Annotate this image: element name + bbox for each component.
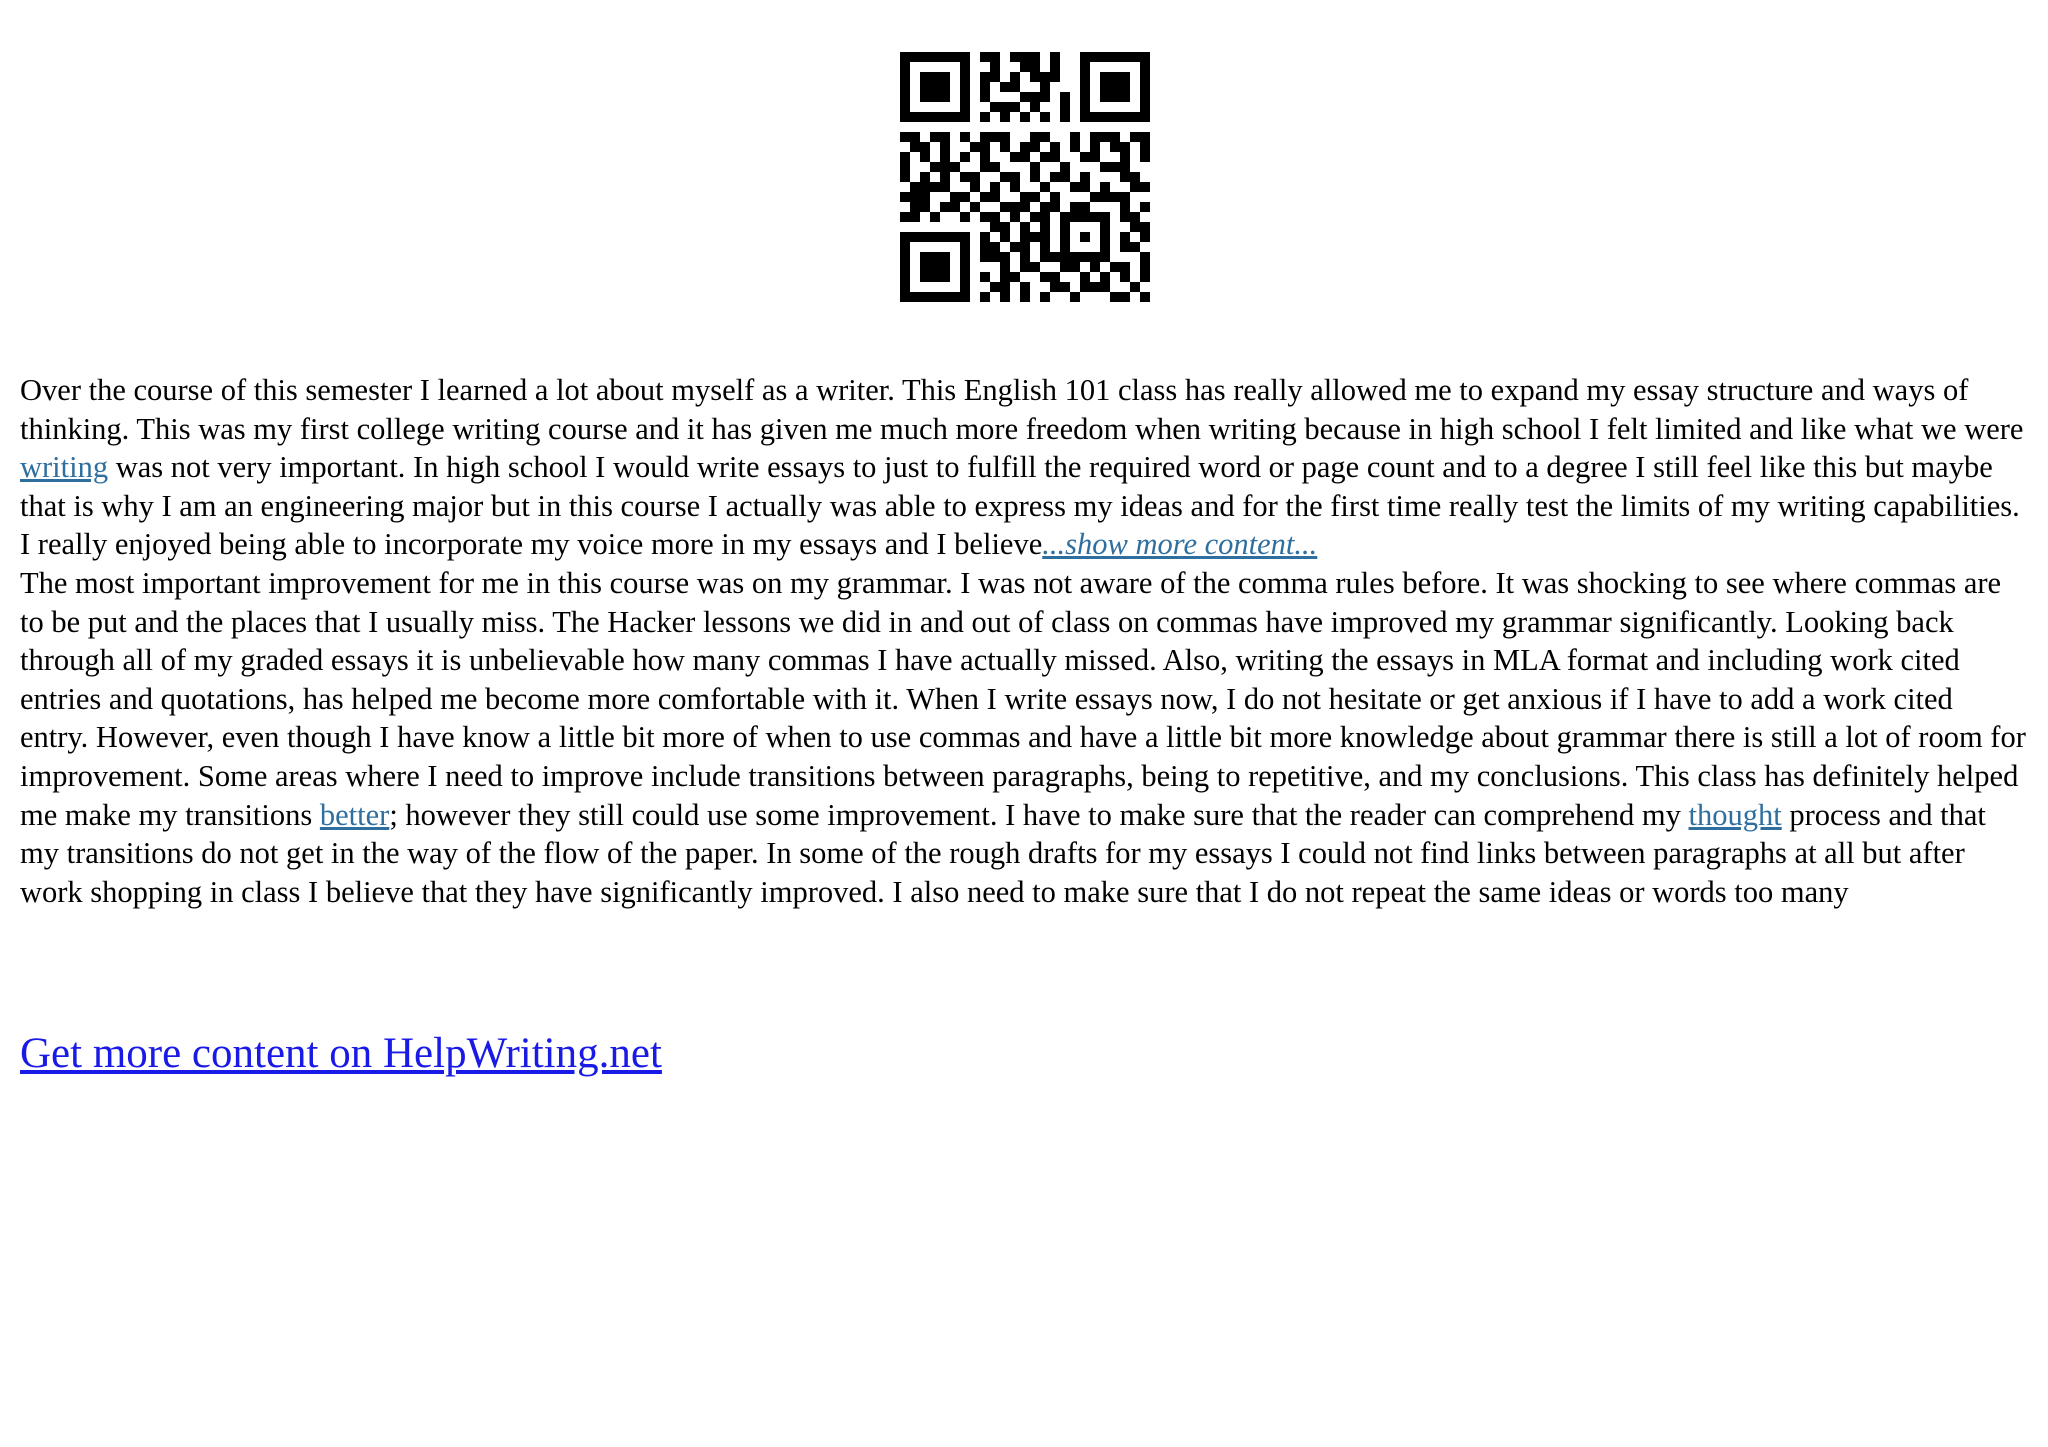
essay-paragraph-2 (20, 564, 2028, 911)
paragraph-2-text-b: ; however they still could use some improvement. I have to make sure that the reader can comprehend my (389, 797, 1689, 832)
get-more-content-link[interactable]: Get more content on HelpWriting.net (20, 1030, 662, 1077)
qr-code-icon (900, 52, 1150, 302)
qr-code (900, 52, 1150, 302)
paragraph-1-text-b: was not very important. In high school I would write essays to just to fulfill the required word or page count and to a degree I still feel like this but maybe that is why I am an engineering major but in this course I actually was able to express my ideas and for the first time really test the limits of my writing capabilities. I really enjoyed being able to incorporate my voice more in my essays and I believe (20, 450, 2020, 562)
link-better[interactable]: better (319, 797, 390, 832)
link-thought[interactable]: thought (1688, 797, 1782, 832)
essay-body (20, 371, 2028, 911)
essay-paragraph-1 (20, 371, 2028, 564)
paragraph-1-text-a: Over the course of this semester I learned a lot about myself as a writer. This English 101 class has really allowed me to expand my essay structure and ways of thinking. This was my first college writing course and it has given me much more freedom when writing because in high school I felt limited and like what we were (20, 373, 2024, 446)
link-writing[interactable]: writing (20, 450, 109, 485)
paragraph-2-text-c: process and that my transitions do not get in the way of the flow of the paper. In some of the rough drafts for my essays I could not find links between paragraphs at all but after work shopping in class I believe that they have significantly improved. I also need to make sure that I do not repeat the same ideas or words too many (20, 797, 1986, 909)
paragraph-2-text-a: The most important improvement for me in this course was on my grammar. I was not aware of the comma rules before. It was shocking to see where commas are to be put and the places that I usually miss. The Hacker lessons we did in and out of class on commas have improved my grammar significantly. Looking back through all of my graded essays it is unbelievable how many commas I have actually missed. Also, writing the essays in MLA format and including work cited entries and quotations, has helped me become more comfortable with it. When I write essays now, I do not hesitate or get anxious if I have to add a work cited entry. However, even though I have know a little bit more of when to use commas and have a little bit more knowledge about grammar there is still a lot of room for improvement. Some areas where I need to improve include transitions between paragraphs, being to repetitive, and my conclusions. This class has definitely helped me make my transitions (20, 565, 2026, 832)
show-more-content-link[interactable]: ...show more content... (1042, 527, 1318, 562)
